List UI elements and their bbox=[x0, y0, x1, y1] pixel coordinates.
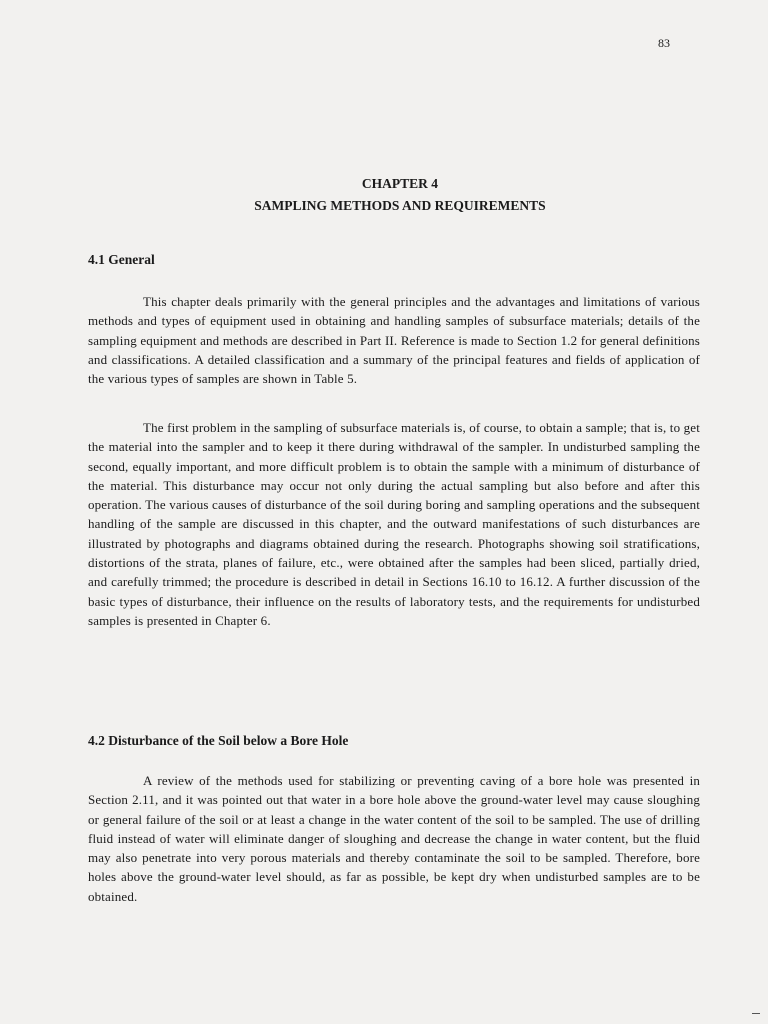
chapter-heading bbox=[0, 173, 768, 217]
chapter-label: CHAPTER 4 bbox=[361, 176, 439, 191]
section-4-2-paragraph-1: A review of the methods used for stabilizing or preventing caving of a bore hole was presented in Section 2.11, and it was pointed out that water in a bore hole above the ground-water level may cause sloughing or general failure of the soil or at least a change in the water content of the soil to be sampled. The use of drilling fluid instead of water will eliminate danger of sloughing and decrease the change in water content, but the fluid may also penetrate into very porous materials and thereby contaminate the soil to be sampled. Therefore, bore holes above the ground-water level should, as far as possible, be kept dry when undisturbed samples are to be obtained. bbox=[88, 773, 700, 904]
section-heading-4-2: 4.2 Disturbance of the Soil below a Bore Hole bbox=[88, 733, 349, 748]
scan-edge-mark bbox=[752, 1013, 760, 1014]
page-number: 83 bbox=[658, 36, 670, 50]
section-4-1-paragraph-1: This chapter deals primarily with the general principles and the advantages and limitations of various methods and types of equipment used in obtaining and handling samples of subsurface materials; details of the sampling equipment and methods are described in Part II. Reference is made to Section 1.2 for general definitions and classifications. A detailed classification and a summary of the principal features and fields of application of the various types of samples are shown in Table 5. bbox=[88, 294, 700, 387]
section-heading-4-1: 4.1 General bbox=[88, 252, 155, 267]
chapter-title: SAMPLING METHODS AND REQUIREMENTS bbox=[254, 198, 546, 213]
section-4-1-paragraph-2: The first problem in the sampling of subsurface materials is, of course, to obtain a sample; that is, to get the material into the sampler and to keep it there during withdrawal of the sampler. In undisturbed sampling the second, equally important, and more difficult problem is to obtain the sample with a minimum of disturbance of the material. This disturbance may occur not only during the actual sampling but also before and after this operation. The various causes of disturbance of the soil during boring and sampling operations and the subsequent handling of the sample are discussed in this chapter, and the outward manifestations of such disturbances are illustrated by photographs and diagrams obtained during the research. Photographs showing soil stratifications, distortions of the strata, planes of failure, etc., were obtained after the samples had been sliced, partially dried, and carefully trimmed; the procedure is described in detail in Sections 16.10 to 16.12. A further discussion of the basic types of disturbance, their influence on the results of laboratory tests, and the requirements for undisturbed samples is presented in Chapter 6. bbox=[88, 420, 700, 628]
